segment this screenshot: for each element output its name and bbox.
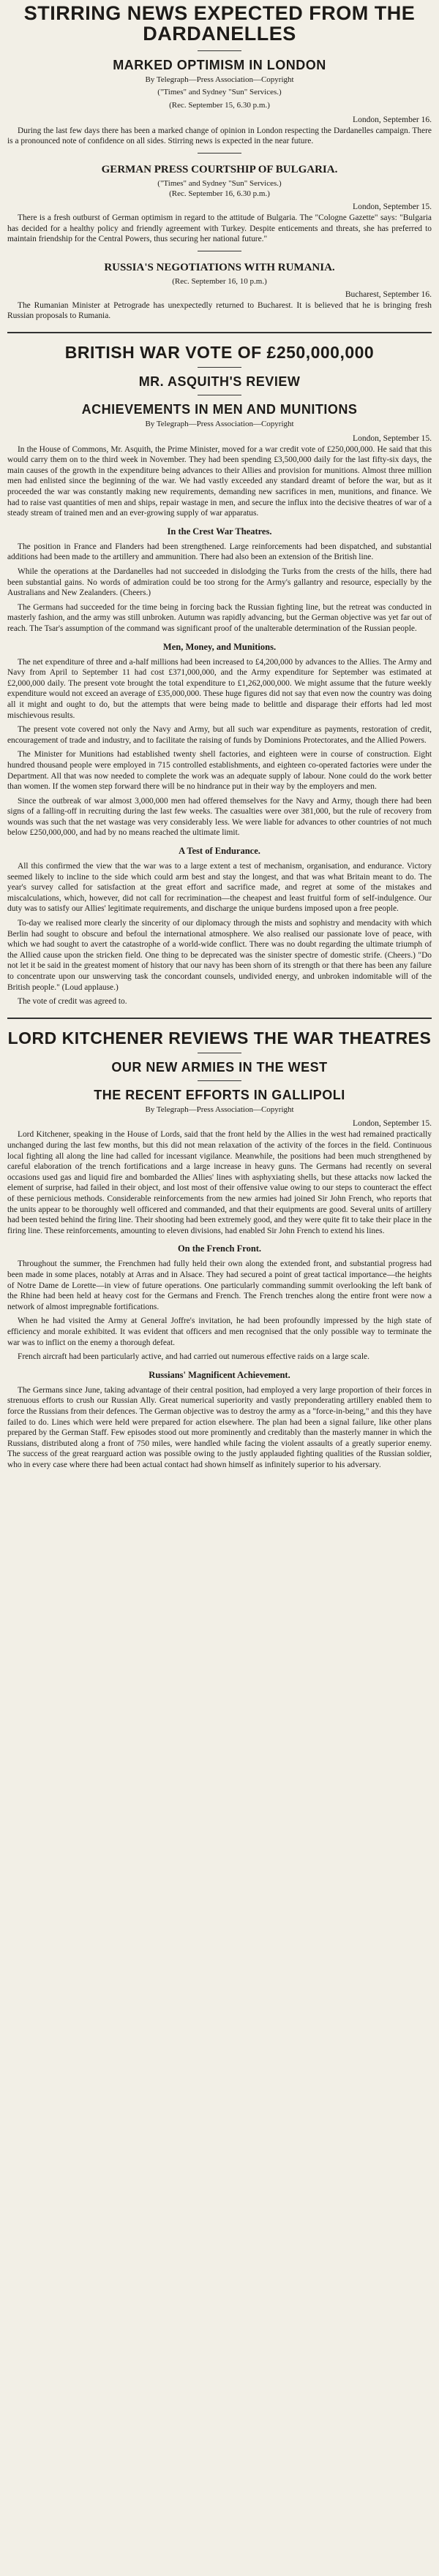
byline-services: ("Times" and Sydney "Sun" Services.): [157, 179, 282, 189]
paragraph: All this confirmed the view that the war was to a large extent a test of mechanism, organisation, and endurance. Victory seemed likely to incline to the side which could arm best and stay the longest, and that was what Britain meant to do. The year's survey called for satisfaction at the great effort and sacrifice made, and regret at some of the mistakes and miscalculations, which, however, did not call for recrimination—the cheapest and least fruitful form of self-indulgence. Our duty was to satisfy our Allies' legitimate requirements, and discharge the unique burdens imposed upon a free people.: [7, 862, 432, 914]
article-kitchener: [7, 1029, 432, 1471]
article-title: RUSSIA'S NEGOTIATIONS WITH RUMANIA.: [104, 261, 335, 273]
divider: [7, 1018, 432, 1019]
dateline: Bucharest, September 16.: [345, 289, 432, 299]
paragraph: During the last few days there has been a marked change of opinion in London respecting the Dardanelles campaign. There is a pronounced note of confidence on all sides. Stirring news is expected in the near future.: [7, 126, 432, 146]
paragraph: The Minister for Munitions had established twenty shell factories, and eighteen were in course of construction. Eight hundred thousand people were employed in 715 controlled establishments, and eighteen co-operated factories were under the Department. All that was now needed to complete the work was an adequate supply of labour. None could do the work better than women. If the women step forward there will be no hindrance put in their way by the employers and men.: [7, 750, 432, 792]
section-heading: In the Crest War Theatres.: [167, 526, 272, 537]
subheadline: OUR NEW ARMIES IN THE WEST: [111, 1059, 328, 1075]
paragraph: When he had visited the Army at General Joffre's invitation, he had been profoundly impressed by the high state of efficiency and morale exhibited. It was evident that officers and men recognised that the only possible way to terminate the war was to inflict on the enemy a thorough defeat.: [7, 1317, 432, 1347]
received-time: (Rec. September 16, 6.30 p.m.): [169, 189, 270, 199]
dateline: London, September 15.: [353, 1119, 432, 1129]
paragraph: The vote of credit was agreed to.: [18, 997, 127, 1007]
subheadline: ACHIEVEMENTS IN MEN AND MUNITIONS: [81, 402, 358, 417]
dateline: London, September 15.: [353, 433, 432, 443]
divider: [7, 332, 432, 333]
byline: By Telegraph—Press Association—Copyright: [145, 419, 294, 428]
subheadline: MR. ASQUITH'S REVIEW: [138, 374, 301, 390]
received-time: (Rec. September 15, 6.30 p.m.): [169, 101, 270, 110]
paragraph: Throughout the summer, the Frenchmen had fully held their own along the extended front, and substantial progress had been made in some places, notably at Arras and in Alsace. They had secured a point of great tactical importance—the heights of Notre Dame de Lorette—in view of future operations. One particularly commanding summit overlooking the left bank of the Rhine had been held at heavy cost for the Germans and French. The French trenches along the entire front were now a network of almost impregnable fortifications.: [7, 1259, 432, 1311]
article-title: GERMAN PRESS COURTSHIP OF BULGARIA.: [101, 164, 338, 176]
section-heading: Russians' Magnificent Achievement.: [149, 1369, 290, 1380]
byline: By Telegraph—Press Association—Copyright: [145, 75, 294, 84]
main-headline: LORD KITCHENER REVIEWS THE WAR THEATRES: [7, 1028, 432, 1048]
dateline: London, September 15.: [353, 202, 432, 212]
paragraph: The Germans had succeeded for the time being in forcing back the Russian fighting line, but the retreat was conducted in masterly fashion, and the army was still unbroken. Autumn was rapidly advancing, but the German objective was yet far out of reach. The Tsar's assumption of the command was significant proof of the unalterable determination of the Russian people.: [7, 602, 432, 633]
paragraph: Lord Kitchener, speaking in the House of Lords, said that the front held by the Allies in the west had remained practically unchanged during the last few months, but this did not mean relaxation of the activity of the forces in the field. Continuous local fighting all along the line had called for incessant vigilance. Meanwhile, the positions had been much strengthened by careful elaboration of the trench fortifications and a large increase in heavy guns. The Germans had recently on several occasions used gas and liquid fire and bombarded the Allies' lines with asphyxiating shells, but these attacks now lacked the element of surprise, had failed in their object, and lost most of their offensive value owing to our steps to counteract the effect of these pernicious methods. Considerable reinforcements from the new armies had joined Sir John French, who reports that the units appear to be thoroughly well officered and commanded, and that their equipments are good. Several units of artillery had been tested behind the firing line. Their shooting had been extremely good, and they were quite fit to take their place in the firing line. These reinforcements, amounting to eleven divisions, had enabled Sir John French to extend his lines.: [7, 1130, 432, 1235]
paragraph: In the House of Commons, Mr. Asquith, the Prime Minister, moved for a war credit vote of £250,000,000. He said that this would carry them on to the third week in November. They had been spending £3,500,000 daily for the last fifty-six days, the main causes of the growth in the expenditure being advances to their Allies and provision for munitions. Almost three million men had enlisted since the beginning of the war. We had vastly exceeded any standard dreamt of before the war, but as it proceeded the war was constantly making new requirements, demanding new sacrifices in men, munitions, and finance. We had to raise vast quantities of men and ships, repair wastage in men, and secure the influx into the decisive theatres of war of a steady stream of trained men and an ever-growing supply of war apparatus.: [7, 444, 432, 518]
main-headline: BRITISH WAR VOTE OF £250,000,000: [64, 342, 375, 362]
paragraph: Since the outbreak of war almost 3,000,000 men had offered themselves for the Navy and Army, though there had been signs of a falling-off in recruiting during the last few weeks. The casualties were over 381,000, but the rule of recovery from wounds was such that the net wastage was very considerably less. We were liable for advances to other countries of not much below £250,000,000, and had by no means reached the ultimate limit.: [7, 796, 432, 838]
article-rumania: [7, 262, 432, 322]
main-headline: STIRRING NEWS EXPECTED FROM THE DARDANELLES: [23, 2, 416, 45]
byline-services: ("Times" and Sydney "Sun" Services.): [157, 88, 282, 97]
paragraph: The net expenditure of three and a-half millions had been increased to £4,200,000 by advances to the Allies. The Army and Navy from April to September 11 had cost £371,000,000, and the Army expenditure for September was estimated at £2,000,000 daily. The present vote brought the total expenditure to £1,262,000,000. We might assume that the future weekly expenditure would not exceed an average of £35,000,000. These huge figures did not say that even now the country was doing all it might and ought to do, but the attempts that were being made to belittle and disparage their efforts had led most mischievous results.: [7, 657, 432, 720]
article-bulgaria: [7, 164, 432, 245]
paragraph: French aircraft had been particularly active, and had carried out numerous effective raids on a large scale.: [18, 1352, 369, 1362]
article-dardanelles: [7, 0, 432, 147]
paragraph: To-day we realised more clearly the sincerity of our diplomacy through the mists and sophistry and mendacity with which Berlin had sought to obscure and befoul the international atmosphere. We also realised our passionate love of peace, with which we had sought to avert the catastrophe of a world-wide conflict. There was no doubt regarding the ultimate triumph of the Allied cause upon the stricken field. One thing to be deprecated was the sinister spectre of domestic strife. (Cheers.) "Do not let it be said in the greatest moment of history that our navy has been shorn of its strength or that there has been any failure to concentrate upon our unswerving task the concordant counsels, undivided energy, and unbroken indomitable will of the British people." (Loud applause.): [7, 919, 432, 992]
paragraph: The present vote covered not only the Navy and Army, but all such war expenditure as payments, restoration of credit, encouragement of trade and industry, and to facilitate the raising of funds by Dominions Protectorates, and the Allied Powers.: [7, 725, 432, 745]
divider: [198, 367, 241, 368]
section-heading: On the French Front.: [177, 1243, 262, 1254]
article-war-vote: [7, 344, 432, 1007]
paragraph: While the operations at the Dardanelles had not succeeded in dislodging the Turks from the crests of the hills, there had been substantial gains. No words of admiration could be too strong for the Army's gallantry and resource, especially by the Australians and New Zealanders. (Cheers.): [7, 567, 432, 598]
section-heading: Men, Money, and Munitions.: [162, 641, 277, 652]
paragraph: The Germans since June, taking advantage of their central position, had employed a very large proportion of their forces in strenuous efforts to crush our Russian Ally. Great numerical superiority and vastly preponderating artillery enabled them to force the Russians from their defences. The German objective was to destroy the army as a "force-in-being," and this they have failed to do. Lines which were held were prepared for action elsewhere. The plan had been a signal failure, like other plans prepared by the German Staff. Few episodes stood out more prominently and creditably than the masterly manner in which the Russians, distributed along a front of 750 miles, were handled while facing the violent assaults of a greatly superior enemy. The success of the great rearguard action was possible owing to the justly applauded fighting qualities of the Russian soldier, who in every case where there had been actual contact had shown himself as infinitely superior to his adversary.: [7, 1385, 432, 1469]
divider: [198, 153, 241, 154]
subheadline: MARKED OPTIMISM IN LONDON: [113, 57, 326, 72]
received-time: (Rec. September 16, 10 p.m.): [172, 276, 267, 286]
divider: [198, 1080, 241, 1081]
subheadline: THE RECENT EFFORTS IN GALLIPOLI: [94, 1087, 345, 1102]
byline: By Telegraph—Press Association—Copyright: [145, 1105, 294, 1114]
paragraph: There is a fresh outburst of German optimism in regard to the attitude of Bulgaria. The "Cologne Gazette" says: "Bulgaria has decided for a healthy policy and friendly agreement with Turkey. Despite enticements and threats, she has preferred to maintain friendship for the Central Powers, thus securing her national future.": [7, 213, 432, 244]
dateline: London, September 16.: [353, 115, 432, 124]
section-heading: A Test of Endurance.: [179, 846, 260, 857]
paragraph: The Rumanian Minister at Petrograde has unexpectedly returned to Bucharest. It is believed that he is bringing fresh Russian proposals to Rumania.: [7, 300, 432, 321]
paragraph: The position in France and Flanders had been strengthened. Large reinforcements had been dispatched, and substantial additions had been made to the artillery and ammunition. There had also been an extension of the British line.: [7, 542, 432, 562]
divider: [198, 50, 241, 51]
